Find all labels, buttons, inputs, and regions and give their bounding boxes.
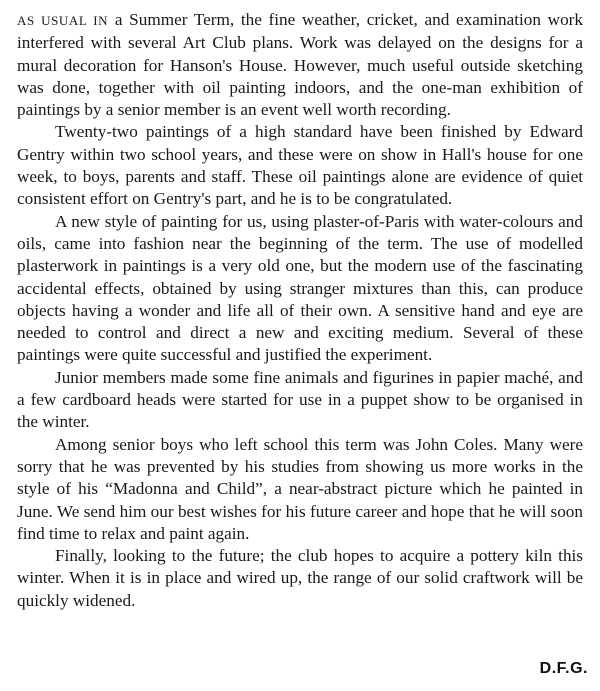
article-paragraph-6: Finally, looking to the future; the club hopes to acquire a pottery kiln this winter. When it is in place and wired up, the range of our solid craftwork will be quickly widened. xyxy=(17,546,583,610)
article-paragraph-3: A new style of painting for us, using plaster-of-Paris with water-colours and oils, came into fashion near the beginning of the term. The use of modelled plasterwork in paintings is a very old one, but the modern use of the fascinating accidental effects, obtained by using stranger mixtures than this, can produce objects having a wonder and life all of their own. A sensitive hand and eye are needed to control and direct a new and exciting medium. Several of these paintings were quite successful and justified the experiment. xyxy=(17,211,583,365)
article-paragraph-1 xyxy=(17,9,583,121)
author-initials: D.F.G. xyxy=(539,660,588,677)
article-paragraph-5: Among senior boys who left school this term was John Coles. Many were sorry that he was prevented by his studies from showing us more works in the style of his “Madonna and Child”, a near-abstract picture which he painted in June. We send him our best wishes for his future career and hope that he will soon find time to relax and paint again. xyxy=(17,434,583,543)
article-paragraph-4: Junior members made some fine animals and figurines in papier maché, and a few cardboard heads were started for use in a puppet show to be organised in the winter. xyxy=(17,367,583,432)
article xyxy=(17,9,583,612)
lead-caps: AS USUAL IN xyxy=(17,13,109,28)
article-paragraph-2: Twenty-two paintings of a high standard have been finished by Edward Gentry within two school years, and these were on show in Hall's house for one week, to boys, parents and staff. These oil paintings alone are evidence of quiet consistent effort on Gentry's part, and he is to be congratulated. xyxy=(17,122,583,209)
paragraph-1-text: a Summer Term, the fine weather, cricket, and examination work interfered with several Art Club plans. Work was delayed on the designs for a mural decoration for Hanson's House. However, much useful outside sketching was done, together with oil painting indoors, and the one-man exhibition of paintings by a senior member is an event well worth recording. xyxy=(17,10,583,120)
